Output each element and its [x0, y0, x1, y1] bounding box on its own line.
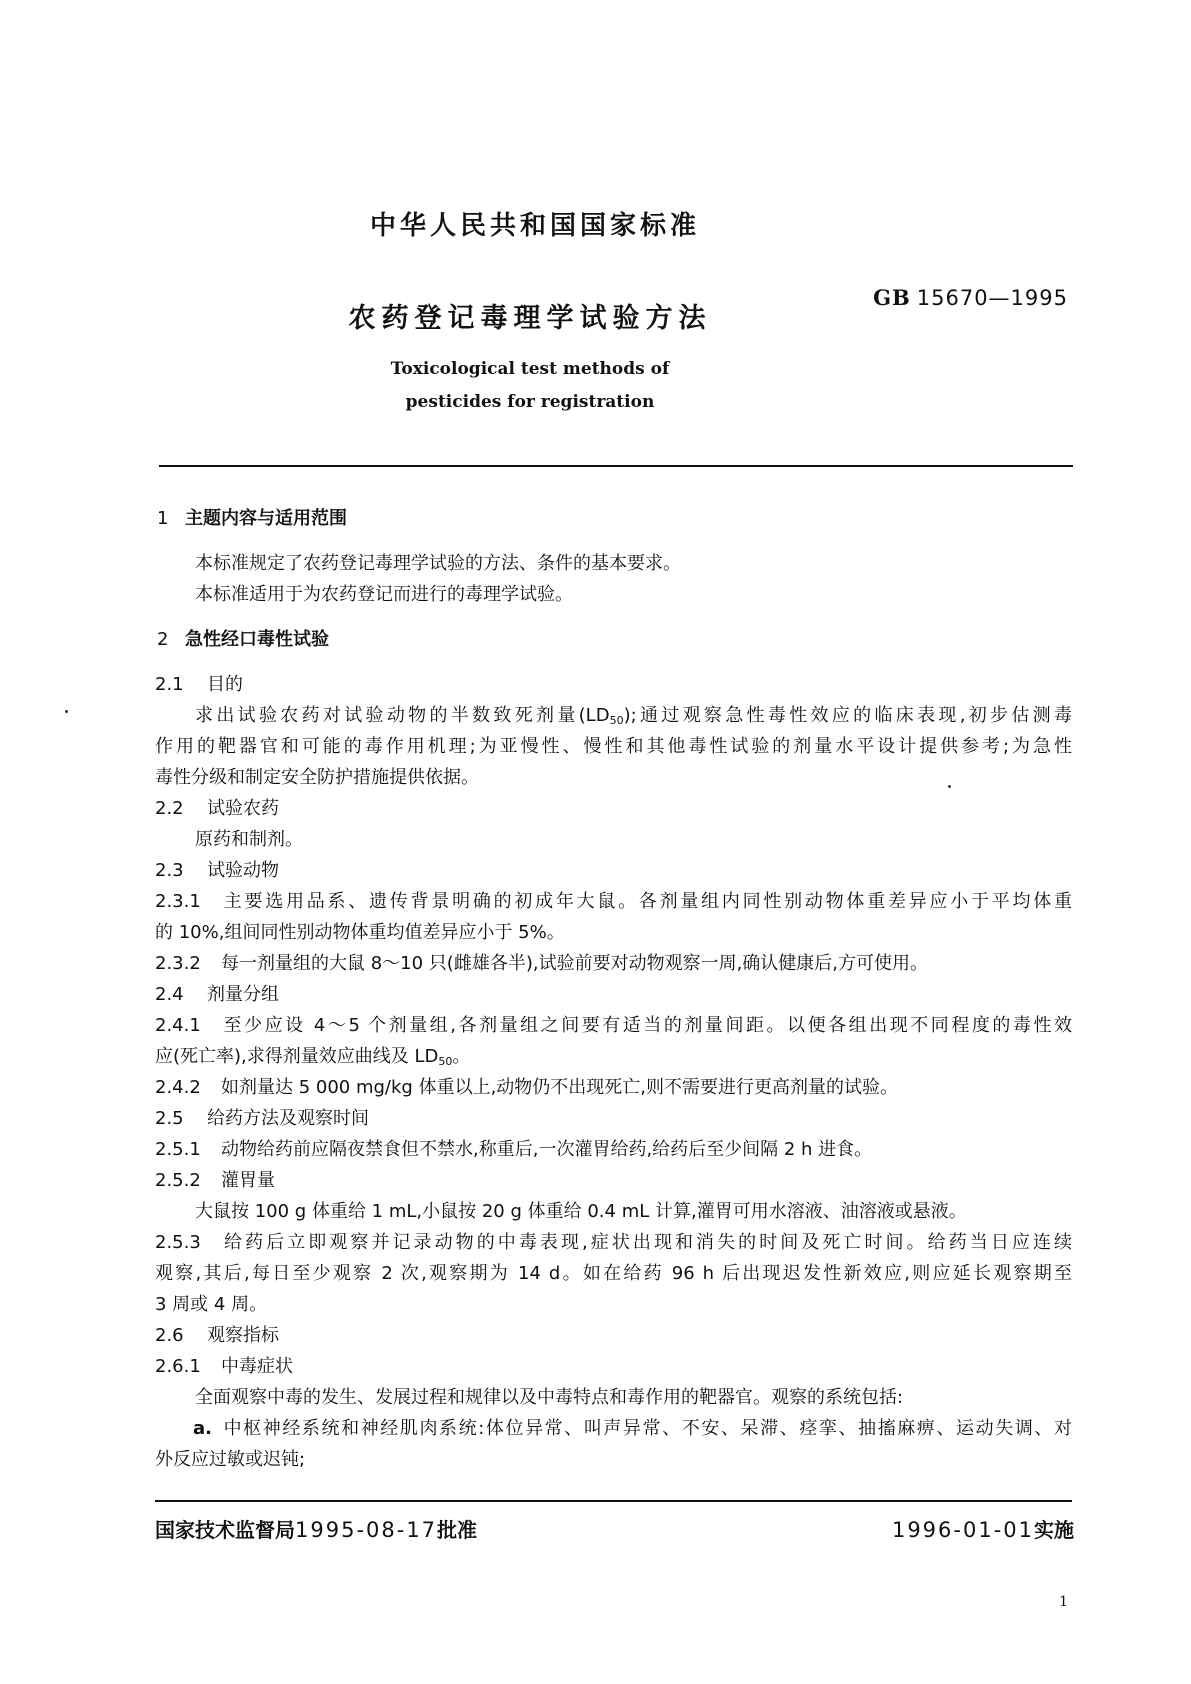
section-2-2-heading [155, 793, 1072, 824]
standard-code-prefix: GB [873, 285, 911, 310]
section-2-2-text: 原药和制剂。 [195, 829, 303, 850]
national-standard-heading: 中华人民共和国国家标准 [369, 211, 700, 241]
section-2-3-2-number: 2.3.2 [155, 953, 201, 974]
ld50-curve-subscript: 50 [438, 1055, 453, 1068]
scan-speck [948, 785, 951, 788]
section-2-6-1-number: 2.6.1 [155, 1356, 201, 1377]
list-item-a-text: 中枢神经系统和神经肌肉系统:体位异常、叫声异常、不安、呆滞、痉挛、抽搐麻痹、运动失调、对 [221, 1418, 1072, 1439]
section-2-number: 2 [157, 629, 169, 650]
approval-date: 1995-08-17 [295, 1518, 438, 1542]
section-2-3-2 [155, 948, 1072, 979]
section-2-3-1-text: 主要选用品系、遗传背景明确的初成年大鼠。各剂量组内同性别动物体重差异应小于平均体重 [221, 891, 1072, 912]
section-2-6-1-heading [155, 1351, 1072, 1382]
section-2-6-1-title: 中毒症状 [221, 1356, 293, 1377]
section-2-4-2 [155, 1072, 1072, 1103]
list-item-a-line-2: 外反应过敏或迟钝; [155, 1449, 306, 1470]
section-2-2-title: 试验农药 [207, 798, 279, 819]
page-number: 1 [1059, 1594, 1068, 1610]
english-title [0, 353, 1060, 419]
section-2-6-1-intro: 全面观察中毒的发生、发展过程和规律以及中毒特点和毒作用的靶器官。观察的系统包括: [195, 1387, 904, 1408]
section-2-5-3-text: 给药后立即观察并记录动物的中毒表现,症状出现和消失的时间及死亡时间。给药当日应连续 [221, 1232, 1072, 1253]
section-2-5-number: 2.5 [155, 1108, 184, 1129]
section-2-5-title: 给药方法及观察时间 [207, 1108, 369, 1129]
section-2-4-1-text: 至少应设 4～5 个剂量组,各剂量组之间要有适当的剂量间距。以便各组出现不同程度的毒性效 [221, 1015, 1072, 1036]
ld50-curve-text: 应(死亡率),求得剂量效应曲线及 LD [155, 1046, 439, 1067]
section-2-6-title: 观察指标 [207, 1325, 279, 1346]
section-2-5-3-line-3: 3 周或 4 周。 [155, 1294, 268, 1315]
section-2-heading [155, 624, 1072, 655]
effective-suffix: 实施 [1034, 1518, 1074, 1542]
section-2-3-number: 2.3 [155, 860, 184, 881]
header-divider [159, 465, 1073, 467]
section-1-title: 主题内容与适用范围 [185, 508, 347, 529]
approval-line [155, 1514, 477, 1543]
section-2-1-line-3: 毒性分级和制定安全防护措施提供依据。 [155, 767, 479, 788]
section-2-4-number: 2.4 [155, 984, 184, 1005]
section-2-1-line-2: 作用的靶器官和可能的毒作用机理;为亚慢性、慢性和其他毒性试验的剂量水平设计提供参考;为急性 [155, 736, 1072, 757]
effective-date: 1996-01-01 [891, 1518, 1034, 1542]
section-2-1-number: 2.1 [155, 674, 184, 695]
standard-code-number: 15670—1995 [916, 286, 1068, 310]
english-title-line-2: pesticides for registration [405, 392, 655, 412]
section-2-title: 急性经口毒性试验 [185, 629, 329, 650]
section-2-4-title: 剂量分组 [207, 984, 279, 1005]
section-2-3-title: 试验动物 [207, 860, 279, 881]
section-2-5-1-text: 动物给药前应隔夜禁食但不禁水,称重后,一次灌胃给药,给药后至少间隔 2 h 进食。 [221, 1139, 873, 1160]
ld50-text-b: );通过观察急性毒性效应的临床表现,初步估测毒 [623, 705, 1072, 726]
section-1-paragraph-1: 本标准规定了农药登记毒理学试验的方法、条件的基本要求。 [195, 553, 681, 574]
section-2-4-1-line-2 [155, 1041, 1072, 1072]
section-2-1-heading [155, 669, 1072, 700]
section-2-4-2-number: 2.4.2 [155, 1077, 201, 1098]
section-2-5-1-number: 2.5.1 [155, 1139, 201, 1160]
list-item-a-line-1 [155, 1413, 1072, 1444]
section-2-5-2-title: 灌胃量 [221, 1170, 275, 1191]
section-2-4-1-number: 2.4.1 [155, 1015, 201, 1036]
list-item-a-label: a. [193, 1418, 212, 1439]
section-2-5-1 [155, 1134, 1072, 1165]
section-2-5-heading [155, 1103, 1072, 1134]
approval-organization: 国家技术监督局 [155, 1518, 295, 1542]
section-2-4-1-line-1 [155, 1010, 1072, 1041]
section-2-5-2-number: 2.5.2 [155, 1170, 201, 1191]
section-2-3-1-number: 2.3.1 [155, 891, 201, 912]
section-2-6-number: 2.6 [155, 1325, 184, 1346]
section-2-5-3-line-1 [155, 1227, 1072, 1258]
approval-suffix: 批准 [437, 1518, 478, 1542]
section-1-heading [155, 503, 1072, 534]
ld50-text-a: 求出试验农药对试验动物的半数致死剂量(LD [195, 705, 610, 726]
section-2-5-2-heading [155, 1165, 1072, 1196]
scan-speck [65, 710, 68, 713]
section-2-3-1-line-1 [155, 886, 1072, 917]
section-2-3-heading [155, 855, 1072, 886]
document-title: 农药登记毒理学试验方法 [348, 303, 712, 334]
section-2-5-3-number: 2.5.3 [155, 1232, 201, 1253]
section-2-4-2-text: 如剂量达 5 000 mg/kg 体重以上,动物仍不出现死亡,则不需要进行更高剂量的试验。 [221, 1077, 899, 1098]
effective-line [892, 1514, 1074, 1543]
section-2-5-3-line-2: 观察,其后,每日至少观察 2 次,观察期为 14 d。如在给药 96 h 后出现迟发性新效应,则应延长观察期至 [155, 1263, 1072, 1284]
section-2-2-number: 2.2 [155, 798, 184, 819]
section-2-3-1-line-2: 的 10%,组间同性别动物体重均值差异应小于 5%。 [155, 922, 565, 943]
section-1-paragraph-2: 本标准适用于为农药登记而进行的毒理学试验。 [195, 584, 573, 605]
ld50-subscript: 50 [609, 714, 624, 727]
section-2-1-title: 目的 [207, 674, 243, 695]
ld50-curve-end: 。 [452, 1046, 471, 1067]
standard-code [873, 285, 1068, 310]
section-2-4-heading [155, 979, 1072, 1010]
section-2-3-2-text: 每一剂量组的大鼠 8～10 只(雌雄各半),试验前要对动物观察一周,确认健康后,方可使用。 [221, 953, 929, 974]
english-title-line-1: Toxicological test methods of [390, 359, 670, 379]
footer-divider [155, 1500, 1072, 1502]
section-2-1-line-1 [155, 700, 1072, 731]
document-body [155, 503, 1072, 1475]
section-2-6-heading [155, 1320, 1072, 1351]
section-2-5-2-text: 大鼠按 100 g 体重给 1 mL,小鼠按 20 g 体重给 0.4 mL 计算,灌胃可用水溶液、油溶液或悬液。 [195, 1201, 967, 1222]
section-1-number: 1 [157, 508, 169, 529]
